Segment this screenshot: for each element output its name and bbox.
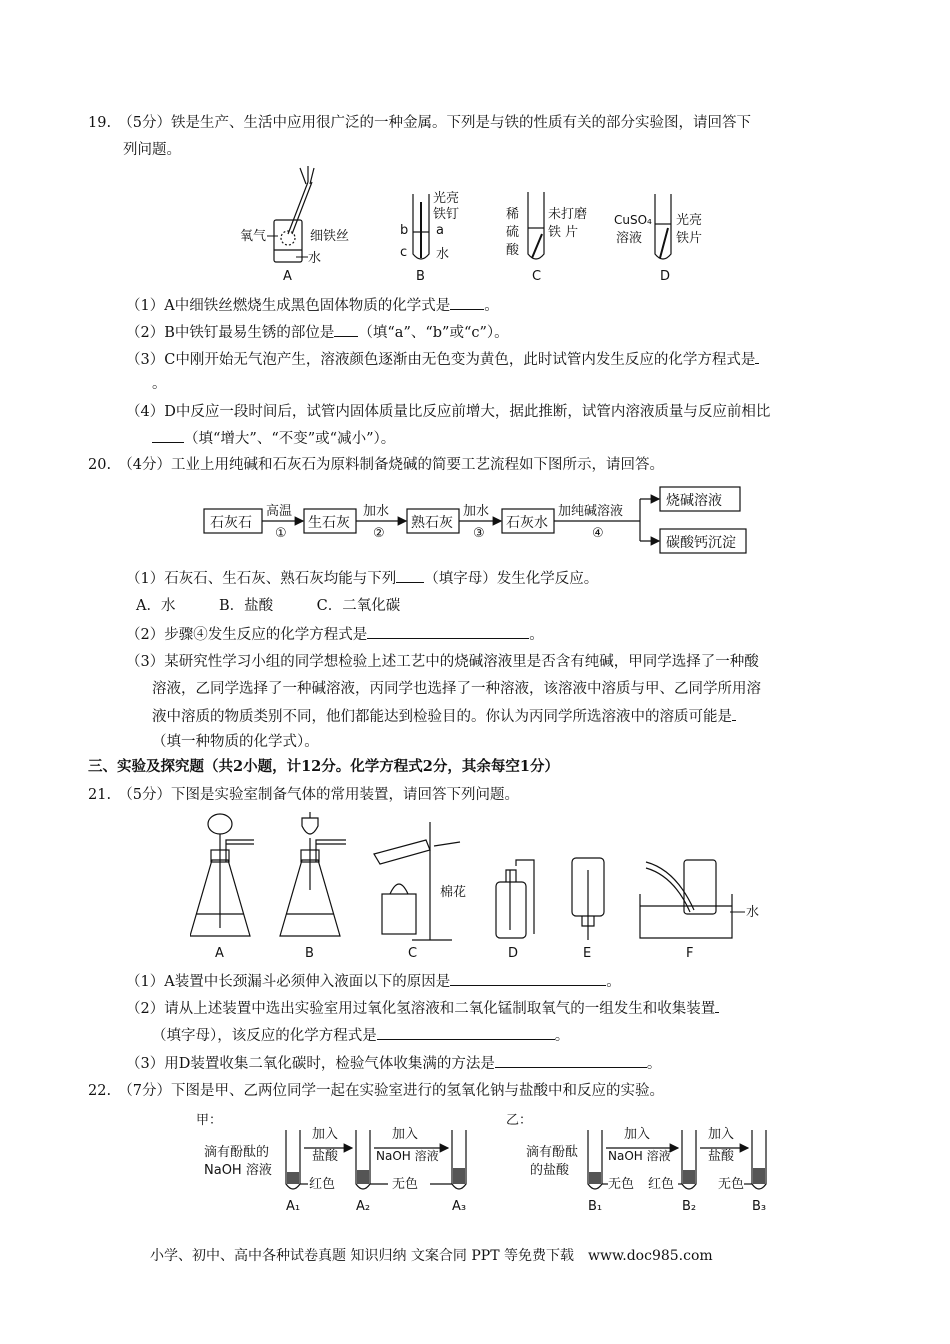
apparatus-f-water-label: 水 <box>746 905 760 920</box>
flow-label-caustic-soda: 烧碱溶液 <box>666 493 722 509</box>
yi-red-label: 红色 <box>648 1177 675 1192</box>
q21-part3-blank[interactable] <box>495 1053 647 1068</box>
apparatus-b <box>280 812 346 936</box>
q21-part3-text: （3）用D装置收集二氧化碳时，检验气体收集满的方法是 <box>126 1056 495 1072</box>
fig-c-acid-label3: 酸 <box>506 243 520 258</box>
flow-label-limewater: 石灰水 <box>506 515 548 531</box>
yi-title: 乙： <box>506 1113 533 1128</box>
jia-tube3-label: A₃ <box>452 1199 467 1214</box>
jia-red-label: 红色 <box>309 1177 336 1192</box>
fig-a-wire-label: 细铁丝 <box>310 229 350 244</box>
q21-part1-end: 。 <box>606 974 621 990</box>
flow-step3-label: 加水 <box>463 504 490 519</box>
yi-tube3-label: B₃ <box>752 1199 767 1214</box>
q20-part3-line1: （3）某研究性学习小组的同学想检验上述工艺中的烧碱溶液里是否含有纯碱，甲同学选择了一种酸 <box>126 654 759 670</box>
page-footer: 小学、初中、高中各种试卷真题 知识归纳 文案合同 PPT 等免费下载 www.doc985.com <box>150 1248 713 1264</box>
q19-part1-end: 。 <box>484 298 499 314</box>
flow-label-caco3: 碳酸钙沉淀 <box>666 535 736 551</box>
fig-d-cuso4-label: CuSO₄ <box>614 213 652 227</box>
q21-part3-end: 。 <box>646 1056 662 1072</box>
q19-stem-line1: 19. （5分）铁是生产、生活中应用很广泛的一种金属。下列是与铁的性质有关的部分实验图，请回答下 <box>88 115 752 131</box>
fig-b-point-a: a <box>436 223 444 238</box>
q20-part2 <box>126 624 544 645</box>
apparatus-e-caption: E <box>583 946 592 961</box>
flow-step4-label: 加纯碱溶液 <box>558 504 624 519</box>
jia-tube1-label: A₁ <box>286 1199 301 1214</box>
fig-a-water-label: 水 <box>308 251 322 266</box>
fig-a-oxygen-label: 氧气 <box>240 229 267 244</box>
jia-label2: NaOH 溶液 <box>204 1163 272 1178</box>
yi-add1: 加入 <box>624 1127 651 1142</box>
fig-c-tube <box>528 192 544 259</box>
apparatus-a <box>190 814 254 936</box>
apparatus-c <box>374 822 460 940</box>
q20-part3-text: 液中溶质的物质类别不同，他们都能达到检验目的。你认为丙同学所选溶液中的溶质可能是 <box>152 709 732 725</box>
fig-d-solution-label: 溶液 <box>616 231 643 246</box>
apparatus-a-caption: A <box>215 946 224 961</box>
yi-add2: 加入 <box>708 1127 735 1142</box>
flow-step1-label: 高温 <box>266 504 293 519</box>
yi-tube1-label: B₁ <box>588 1199 603 1214</box>
jia-add2: 加入 <box>392 1127 419 1142</box>
q21-part2-line2 <box>152 1025 569 1046</box>
fig-b-point-c: c <box>400 245 408 260</box>
fig-d-iron-label2: 铁片 <box>676 231 703 246</box>
q20-part1-blank[interactable] <box>396 568 424 583</box>
yi-colorless-label1: 无色 <box>608 1177 635 1192</box>
q19-figure <box>230 162 760 284</box>
flow-label-limestone: 石灰石 <box>210 515 252 531</box>
q21-figure <box>190 810 790 962</box>
fig-d-tube <box>655 194 671 259</box>
q21-part1 <box>126 971 621 992</box>
apparatus-c-cotton-label: 棉花 <box>440 885 467 900</box>
q21-part3 <box>126 1053 661 1074</box>
q19-part2 <box>126 322 509 343</box>
fig-c-acid-label2: 硫 <box>506 225 520 240</box>
q20-options: A．水 B．盐酸 C．二氧化碳 <box>136 598 401 614</box>
q19-part1 <box>126 295 499 316</box>
q19-part3-end: 。 <box>152 376 167 392</box>
q19-part2-blank[interactable] <box>334 322 358 337</box>
q20-part2-blank[interactable] <box>367 624 529 639</box>
q19-part2-end: （填“a”、“b”或“c”）。 <box>358 325 509 341</box>
flow-step3-num: ③ <box>473 526 485 541</box>
q19-stem-line2: 列问题。 <box>123 142 181 158</box>
q20-part1-text: （1）石灰石、生石灰、熟石灰均能与下列 <box>126 571 397 587</box>
q20-part1-end: （填字母）发生化学反应。 <box>424 571 599 587</box>
q21-part2-end: 。 <box>554 1028 570 1044</box>
fig-c-iron-label1: 未打磨 <box>548 207 588 222</box>
q21-part2-blank1[interactable] <box>715 998 719 1013</box>
jia-colorless-label: 无色 <box>392 1177 419 1192</box>
q21-stem: 21. （5分）下图是实验室制备气体的常用装置，请回答下列问题。 <box>88 787 520 803</box>
fig-b-water-label: 水 <box>436 247 450 262</box>
flow-step1-num: ① <box>275 526 287 541</box>
q22-stem: 22. （7分）下图是甲、乙两位同学一起在实验室进行的氢氧化钠与盐酸中和反应的实验。 <box>88 1083 665 1099</box>
q19-part4: （4）D中反应一段时间后，试管内固体质量比反应前增大，据此推断，试管内溶液质量与反应前相比 <box>126 404 771 420</box>
jia-label1: 滴有酚酞的 <box>204 1145 270 1160</box>
apparatus-d-caption: D <box>508 946 519 961</box>
q19-part3 <box>126 349 759 370</box>
q21-part1-blank[interactable] <box>450 971 606 986</box>
q20-part3-line3 <box>152 706 736 727</box>
flow-step2-num: ② <box>373 526 385 541</box>
q19-part1-blank[interactable] <box>450 295 484 310</box>
flow-step4-num: ④ <box>592 526 604 541</box>
yi-add2-reagent: 盐酸 <box>708 1149 735 1164</box>
flow-label-slaked-lime: 熟石灰 <box>411 515 453 531</box>
fig-a-apparatus <box>274 166 314 262</box>
q19-part1-text: （1）A中细铁丝燃烧生成黑色固体物质的化学式是 <box>126 298 451 314</box>
apparatus-d <box>496 860 534 938</box>
apparatus-f-caption: F <box>686 946 694 961</box>
q20-part1 <box>126 568 598 589</box>
q19-part4-blank[interactable] <box>152 428 184 443</box>
yi-label2: 的盐酸 <box>530 1163 570 1178</box>
fig-c-caption: C <box>532 269 542 284</box>
flow-label-quicklime: 生石灰 <box>308 515 350 531</box>
q19-part4-end: （填“增大”、“不变”或“减小”）。 <box>184 431 396 447</box>
apparatus-b-caption: B <box>305 946 314 961</box>
jia-tube2-label: A₂ <box>356 1199 371 1214</box>
fig-d-caption: D <box>660 269 671 284</box>
fig-b-nail-label2: 铁钉 <box>433 207 460 222</box>
apparatus-c-caption: C <box>408 946 418 961</box>
q21-part2-blank2[interactable] <box>377 1025 555 1040</box>
fig-b-tube <box>413 194 429 259</box>
apparatus-e <box>572 858 604 940</box>
q21-part2 <box>126 998 719 1019</box>
q20-flow-diagram <box>200 485 750 557</box>
q20-part3-line2: 溶液，乙同学选择了一种碱溶液，丙同学也选择了一种溶液，该溶液中溶质与甲、乙同学所用溶 <box>152 681 761 697</box>
q20-part3-line4: （填一种物质的化学式）。 <box>152 734 319 750</box>
jia-add1: 加入 <box>312 1127 339 1142</box>
q20-part2-text: （2）步骤④发生反应的化学方程式是 <box>126 627 368 643</box>
q20-part3-blank[interactable] <box>732 706 736 721</box>
jia-title: 甲： <box>196 1113 223 1128</box>
q21-part1-text: （1）A装置中长颈漏斗必须伸入液面以下的原因是 <box>126 974 451 990</box>
jia-add2-reagent: NaOH 溶液 <box>376 1149 439 1163</box>
fig-b-nail-label1: 光亮 <box>433 191 460 206</box>
q19-part2-text: （2）B中铁钉最易生锈的部位是 <box>126 325 335 341</box>
q22-figure <box>196 1108 796 1216</box>
q20-part2-end: 。 <box>529 627 544 643</box>
jia-add1-reagent: 盐酸 <box>312 1149 339 1164</box>
q19-part4-line2 <box>152 428 395 449</box>
fig-b-caption: B <box>416 269 425 284</box>
fig-c-iron-label2: 铁 片 <box>548 225 579 240</box>
yi-add1-reagent: NaOH 溶液 <box>608 1149 671 1163</box>
q20-stem: 20. （4分）工业上用纯碱和石灰石为原料制备烧碱的简要工艺流程如下图所示，请回答。 <box>88 457 665 473</box>
q19-part3-text: （3）C中刚开始无气泡产生，溶液颜色逐渐由无色变为黄色，此时试管内发生反应的化学方程式是 <box>126 352 756 368</box>
yi-tube2-label: B₂ <box>682 1199 697 1214</box>
fig-a-caption: A <box>283 269 292 284</box>
q21-part2-text: （2）请从上述装置中选出实验室用过氧化氢溶液和二氧化锰制取氧气的一组发生和收集装置 <box>126 1001 716 1017</box>
q21-part2-text2: （填字母），该反应的化学方程式是 <box>152 1028 377 1044</box>
flow-step2-label: 加水 <box>363 504 390 519</box>
fig-c-acid-label1: 稀 <box>506 207 520 222</box>
yi-label1: 滴有酚酞 <box>526 1145 579 1160</box>
fig-b-point-b: b <box>400 223 409 238</box>
section-3-heading: 三、实验及探究题（共2小题，计12分。化学方程式2分，其余每空1分） <box>88 758 559 775</box>
apparatus-f <box>640 860 732 938</box>
q19-part3-blank[interactable] <box>755 349 759 364</box>
yi-colorless-label2: 无色 <box>718 1177 745 1192</box>
fig-d-iron-label1: 光亮 <box>676 213 703 228</box>
